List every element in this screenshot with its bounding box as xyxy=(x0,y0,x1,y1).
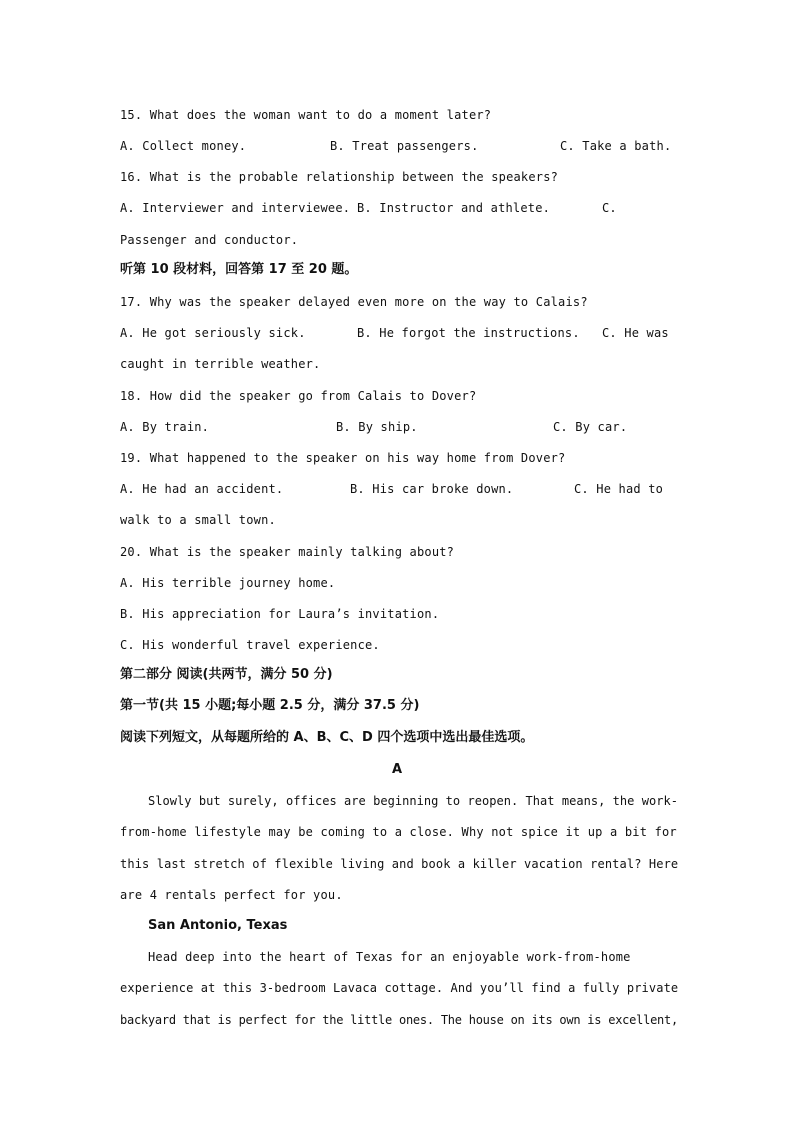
para1-line-1: Slowly but surely, offices are beginning to reopen. That means, the work- xyxy=(148,794,678,808)
section-1-heading: 第一节(共 15 小题;每小题 2.5 分，满分 37.5 分) xyxy=(120,698,420,713)
para1-line-2: from-home lifestyle may be coming to a close. Why not spice it up a bit for xyxy=(120,825,677,839)
option-16c: C. xyxy=(602,201,617,215)
question-18: 18. How did the speaker go from Calais to Dover? xyxy=(120,389,477,403)
option-19c: C. He had to xyxy=(574,482,664,496)
passage-label: A xyxy=(391,762,403,777)
question-17: 17. Why was the speaker delayed even more on the way to Calais? xyxy=(120,295,588,309)
option-16a: A. Interviewer and interviewee. xyxy=(120,201,351,215)
option-18a: A. By train. xyxy=(120,420,210,434)
question-15: 15. What does the woman want to do a moment later? xyxy=(120,108,492,122)
option-19a: A. He had an accident. xyxy=(120,482,284,496)
option-17a: A. He got seriously sick. xyxy=(120,326,306,340)
option-15b: B. Treat passengers. xyxy=(330,139,479,153)
option-20a: A. His terrible journey home. xyxy=(120,576,336,590)
option-18c: C. By car. xyxy=(553,420,628,434)
para2-line-1: Head deep into the heart of Texas for an enjoyable work-from-home xyxy=(148,950,631,964)
option-16b: B. Instructor and athlete. xyxy=(357,201,551,215)
section-10-heading: 听第 10 段材料，回答第 17 至 20 题。 xyxy=(120,262,358,277)
question-16: 16. What is the probable relationship between the speakers? xyxy=(120,170,559,184)
option-15c: C. Take a bath. xyxy=(560,139,672,153)
para2-line-3: backyard that is perfect for the little ones. The house on its own is excellent, xyxy=(120,1013,678,1027)
para1-line-3: this last stretch of flexible living and book a killer vacation rental? Here xyxy=(120,857,679,871)
reading-instruction: 阅读下列短文，从每题所给的 A、B、C、D 四个选项中选出最佳选项。 xyxy=(120,730,534,745)
subheading-san-antonio: San Antonio, Texas xyxy=(148,918,288,933)
option-19c-continued: walk to a small town. xyxy=(120,513,276,527)
question-19: 19. What happened to the speaker on his way home from Dover? xyxy=(120,451,566,465)
option-17c-continued: caught in terrible weather. xyxy=(120,357,321,371)
question-20: 20. What is the speaker mainly talking about? xyxy=(120,545,455,559)
option-17b: B. He forgot the instructions. xyxy=(357,326,580,340)
option-18b: B. By ship. xyxy=(336,420,418,434)
option-15a: A. Collect money. xyxy=(120,139,247,153)
para2-line-2: experience at this 3-bedroom Lavaca cottage. And you’ll find a fully private xyxy=(120,981,679,995)
option-16c-continued: Passenger and conductor. xyxy=(120,233,299,247)
option-19b: B. His car broke down. xyxy=(350,482,514,496)
option-20c: C. His wonderful travel experience. xyxy=(120,638,380,652)
option-17c: C. He was xyxy=(602,326,669,340)
option-20b: B. His appreciation for Laura’s invitation. xyxy=(120,607,440,621)
para1-line-4: are 4 rentals perfect for you. xyxy=(120,888,343,902)
part-2-heading: 第二部分 阅读(共两节，满分 50 分) xyxy=(120,667,333,682)
